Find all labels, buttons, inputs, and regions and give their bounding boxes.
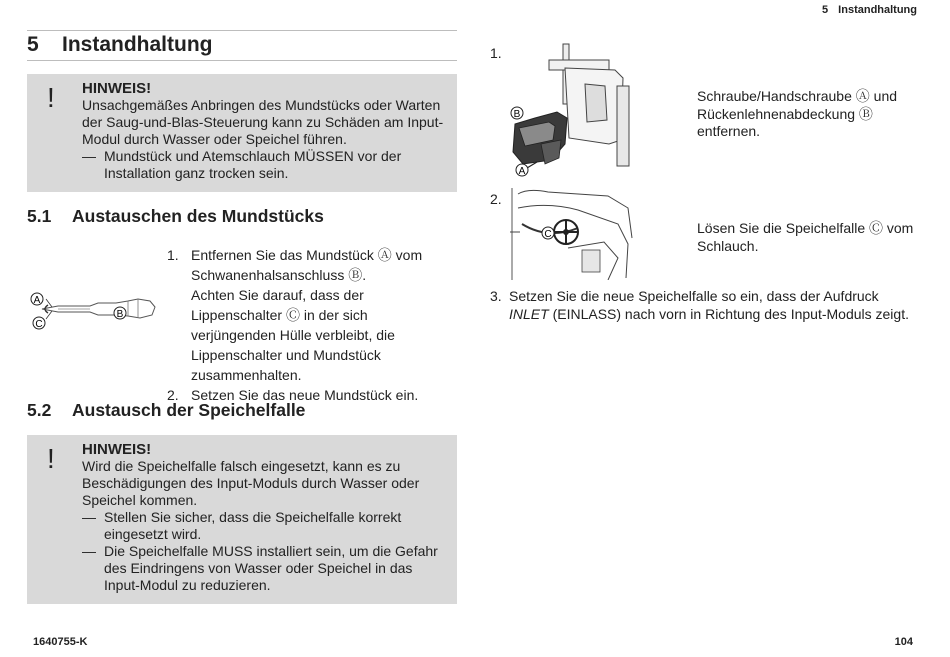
notice-body [82, 80, 451, 182]
running-header [822, 4, 917, 16]
notice-bullet-text: Die Speichelfalle MUSS installiert sein, um die Gefahr des Eindringens von Wasser oder Speichel in das Input-Modul zu reduzieren. [104, 543, 438, 593]
figure-label-c: C [544, 229, 552, 240]
step-text-block [509, 288, 910, 323]
figure-label-b: B [116, 309, 124, 320]
step-text-after: (EINLASS) nach vorn in Richtung des Input-Moduls zeigt. [548, 305, 909, 322]
dash-marker: — [82, 148, 96, 164]
section-title-text: Austauschen des Mundstücks [72, 206, 324, 226]
figure-label-b: B [513, 109, 521, 120]
notice-body [82, 441, 451, 594]
header-chapter-num: 5 [822, 4, 829, 16]
exclamation-icon: ! [47, 443, 55, 474]
notice-bullet [82, 509, 451, 543]
section-title-text: Austausch der Speichelfalle [72, 400, 306, 420]
step-item [167, 245, 452, 385]
step-text-before: Setzen Sie die neue Speichelfalle so ein, dass der Aufdruck [509, 288, 879, 304]
figure-2-number: 2. [490, 191, 502, 207]
steps-5-1 [167, 245, 452, 405]
step-number: 3. [490, 288, 502, 304]
step-text-note: Achten Sie darauf, dass der Lippenschalter Ⓒ in der sich verjüngenden Hülle verbleibt, die Lippenschalter und Mundstück zusammenhalten. [191, 287, 395, 383]
chapter-number: 5 [27, 33, 39, 56]
step-text-block [191, 245, 452, 385]
notice-bullet [82, 543, 451, 594]
notice-title: HINWEIS! [82, 441, 152, 458]
section-number: 5.1 [27, 206, 52, 226]
step-number: 2. [167, 387, 179, 403]
section-5-2-title [27, 400, 305, 421]
notice-text: Unsachgemäßes Anbringen des Mundstücks oder Warten der Saug-und-Blas-Steuerung kann zu Schäden am Input-Modul durch Wasser oder Speichel führen. [82, 97, 444, 147]
backrest-illustration [505, 40, 645, 180]
section-number: 5.2 [27, 400, 52, 420]
section-5-1-title [27, 206, 324, 227]
chapter-title [27, 33, 213, 57]
figure-label-c: C [35, 319, 43, 330]
saliva-trap-illustration [508, 188, 636, 280]
mouthpiece-illustration [28, 285, 160, 333]
notice-bullet [82, 148, 451, 182]
figure-2-caption: Lösen Sie die Speichelfalle Ⓒ vom Schlauch. [697, 220, 914, 254]
notice-bullet-text: Stellen Sie sicher, dass die Speichelfalle korrekt eingesetzt wird. [104, 509, 402, 542]
dash-marker: — [82, 543, 96, 559]
figure-1-number: 1. [490, 45, 502, 61]
notice-text: Wird die Speichelfalle falsch eingesetzt, kann es zu Beschädigungen des Input-Moduls durch Wasser oder Speichel kommen. [82, 458, 420, 508]
step-number: 1. [167, 247, 179, 263]
header-chapter-name: Instandhaltung [838, 4, 917, 16]
figure-1-caption: Schraube/Handschraube Ⓐ und Rückenlehnenabdeckung Ⓑ entfernen. [697, 88, 898, 139]
figure-label-a: A [518, 166, 526, 177]
chapter-title-text: Instandhaltung [62, 33, 213, 56]
notice-bullet-text: Mundstück und Atemschlauch MÜSSEN vor der Installation ganz trocken sein. [104, 148, 402, 181]
exclamation-icon: ! [47, 82, 55, 113]
dash-marker: — [82, 509, 96, 525]
figure-label-a: A [33, 295, 41, 306]
chapter-rule-top [27, 30, 457, 31]
footer-page-number: 104 [894, 636, 913, 648]
step-3 [490, 288, 910, 323]
step-text: Entfernen Sie das Mundstück Ⓐ vom Schwanenhalsanschluss Ⓑ. [191, 247, 423, 283]
chapter-rule-bottom [27, 60, 457, 61]
step-text: Setzen Sie das neue Mundstück ein. [191, 387, 419, 403]
footer-doc-number: 1640755-K [33, 636, 88, 648]
notice-title: HINWEIS! [82, 80, 152, 97]
inlet-label: INLET [509, 305, 549, 322]
notice-box-2 [27, 435, 457, 604]
notice-box-1 [27, 74, 457, 192]
